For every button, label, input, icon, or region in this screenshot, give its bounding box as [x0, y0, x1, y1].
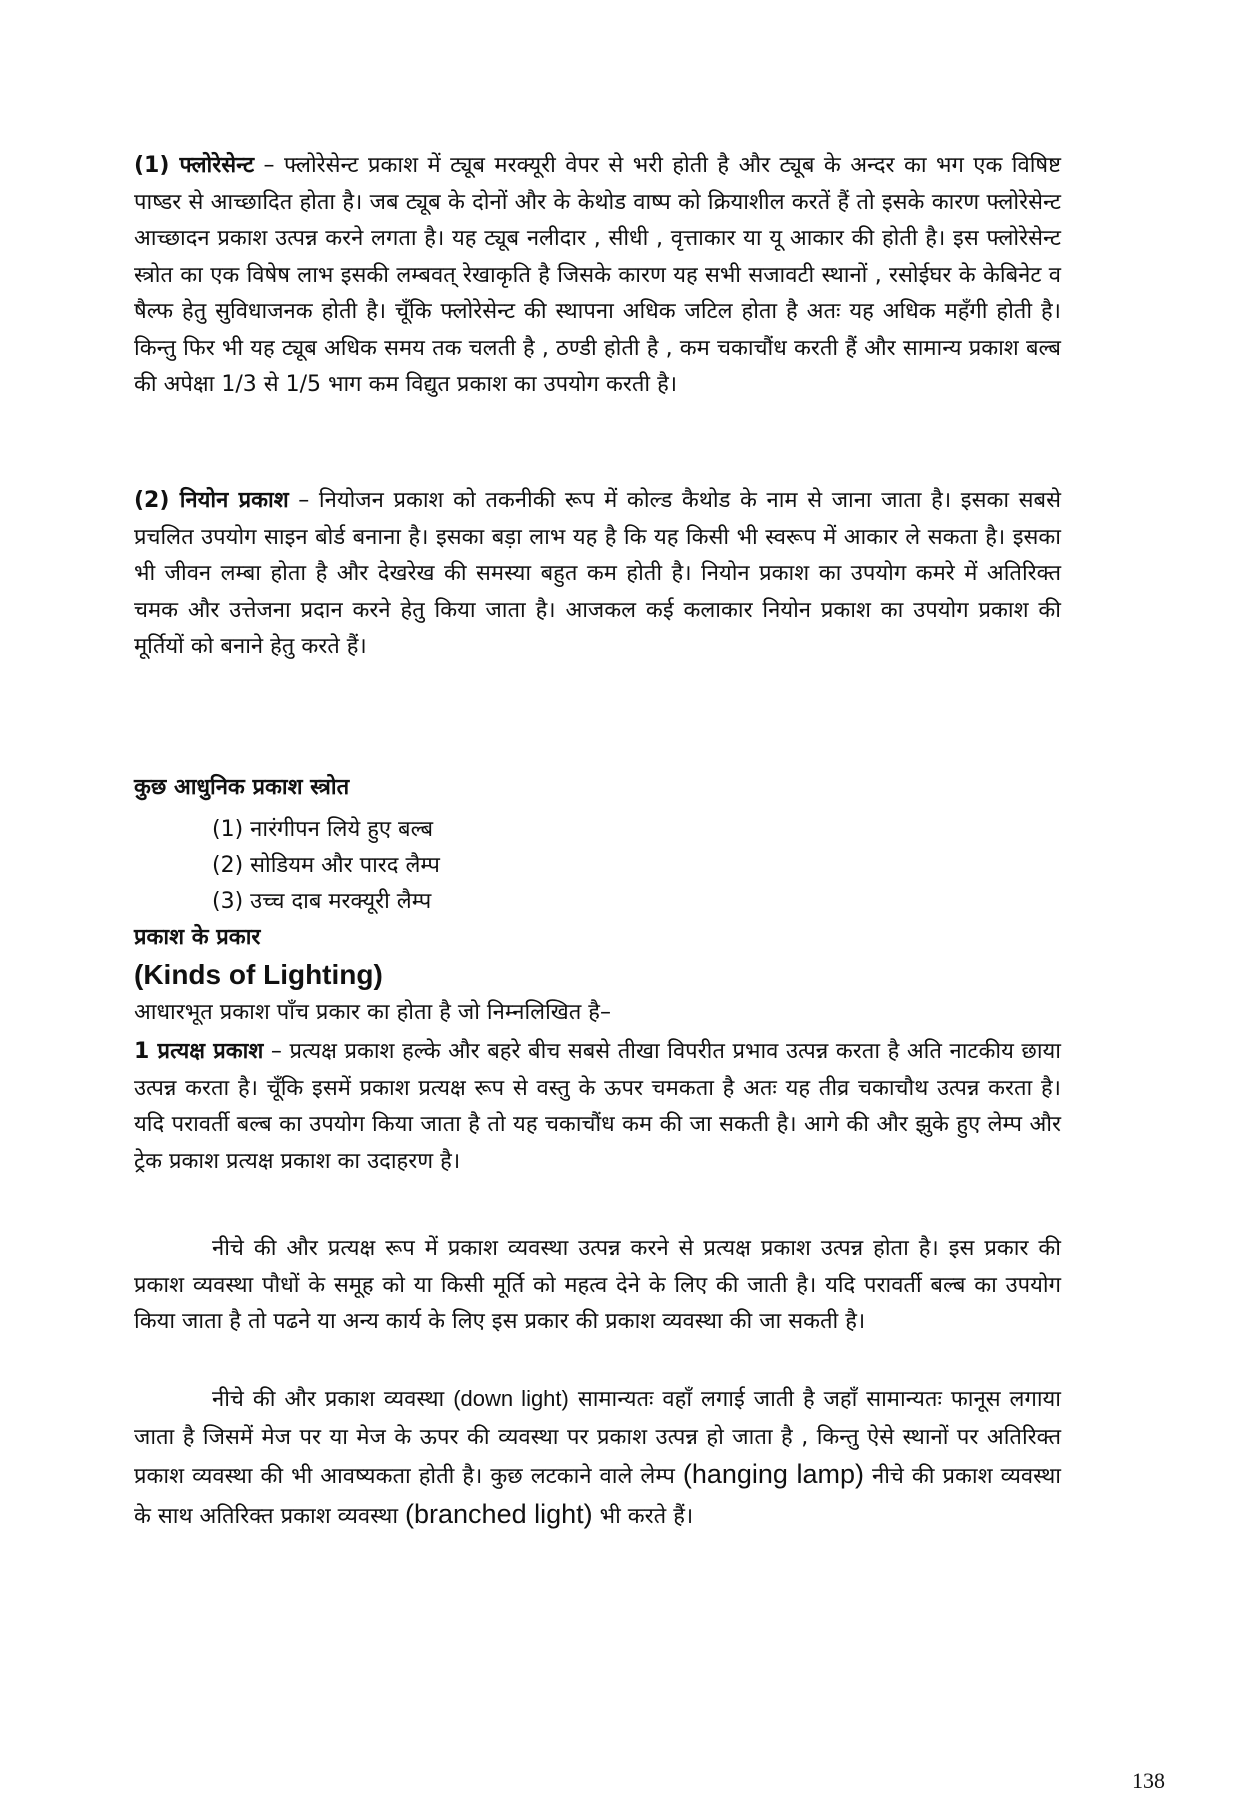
kinds-intro: आधारभूत प्रकाश पाँच प्रकार का होता है जो निम्नलिखित है–	[134, 1000, 611, 1025]
list-item: (1) नारंगीपन लिये हुए बल्ब	[212, 817, 434, 842]
neon-body: – नियोजन प्रकाश को तकनीकी रूप में कोल्ड कैथोड के नाम से जाना जाता है। इसका सबसे प्रचलित उपयोग साइन बोर्ड बनाना है। इसका बड़ा लाभ यह है कि यह किसी भी स्वरूप में आकार ले सकता है। इसका भी जीवन लम्बा होता है और देखरेख की समस्या बहुत कम होती है। नियोन प्रकाश का उपयोग कमरे में अतिरिक्त चमक और उत्तेजना प्रदान करने हेतु किया जाता है। आजकल कई कलाकार नियोन प्रकाश का उपयोग प्रकाश की मूर्तियों को बनाने हेतु करते हैं।	[134, 488, 1061, 659]
downlight-text-2: सामान्यतः वहाँ लगाई जाती है जहाँ सामान्यतः फानूस लगाया जाता है जिसमें मेज पर या मेज के ऊपर की व्यवस्था पर प्रकाश उत्पन्न हो जाता है , किन्तु ऐसे स्थानों पर अतिरिक्त प्रकाश व्यवस्था की भी आवष्यकता होती है। कुछ लटकाने वाले लेम्प	[134, 1387, 1061, 1489]
downlight-text-1: नीचे की और प्रकाश व्यवस्था	[212, 1387, 454, 1412]
downlight-paragraph	[134, 1380, 1061, 1535]
fluorescent-paragraph	[134, 148, 1061, 404]
neon-lead: (2) नियोन प्रकाश	[134, 488, 289, 513]
direct-light-body: – प्रत्यक्ष प्रकाश हल्के और बहरे बीच सबसे तीखा विपरीत प्रभाव उत्पन्न करता है अति नाटकीय छाया उत्पन्न करता है। चूँकि इसमें प्रकाश प्रत्यक्ष रूप से वस्तु के ऊपर चमकता है अतः यह तीव्र चकाचौथ उत्पन्न करता है। यदि परावर्ती बल्ब का उपयोग किया जाता है तो यह चकाचौंध कम की जा सकती है। आगे की और झुके हुए लेम्प और ट्रेक प्रकाश प्रत्यक्ष प्रकाश का उदाहरण है।	[134, 1039, 1061, 1174]
downlight-text-3: नीचे की प्रकाश व्यवस्था के साथ अतिरिक्त प्रकाश व्यवस्था	[134, 1464, 1061, 1529]
kinds-heading-english: (Kinds of Lighting)	[134, 959, 383, 990]
fluorescent-body: – फ्लोरेसेन्ट प्रकाश में ट्यूब मरक्यूरी वेपर से भरी होती है और ट्यूब के अन्दर का भग एक विषिष्ट पाष्डर से आच्छादित होता है। जब ट्यूब के दोनों और के केथोड वाष्प को क्रियाशील करतें हैं तो इसके कारण फ्लोरेसेन्ट आच्छादन प्रकाश उत्पन्न करने लगता है। यह ट्यूब नलीदार , सीधी , वृत्ताकार या यू आकार की होती है। इस फ्लोरेसेन्ट स्त्रोत का एक विषेष लाभ इसकी लम्बवत् रेखाकृति है जिसके कारण यह सभी सजावटी स्थानों , रसोईघर के केबिनेट व षैल्फ हेतु सुविधाजनक होती है। चूँकि फ्लोरेसेन्ट की स्थापना अधिक जटिल होता है अतः यह अधिक महँगी होती है। किन्तु फिर भी यह ट्यूब अधिक समय तक चलती है , ठण्डी होती है , कम चकाचौंध करती हैं और सामान्य प्रकाश बल्ब की अपेक्षा 1/3 से 1/5 भाग कम विद्युत प्रकाश का उपयोग करती है।	[134, 153, 1061, 397]
downlight-text-4: भी करते हैं।	[592, 1503, 694, 1529]
modern-sources-heading: कुछ आधुनिक प्रकाश स्त्रोत	[134, 775, 350, 800]
list-item: (2) सोडियम और पारद लैम्प	[212, 853, 440, 878]
hanging-lamp-term: (hanging lamp)	[682, 1459, 864, 1489]
neon-paragraph	[134, 483, 1061, 666]
downward-light-paragraph: नीचे की और प्रत्यक्ष रूप में प्रकाश व्यवस्था उत्पन्न करने से प्रत्यक्ष प्रकाश उत्पन्न होता है। इस प्रकार की प्रकाश व्यवस्था पौधों के समूह को या किसी मूर्ति को महत्व देने के लिए की जाती है। यदि परावर्ती बल्ब का उपयोग किया जाता है तो पढने या अन्य कार्य के लिए इस प्रकार की प्रकाश व्यवस्था की जा सकती है।	[134, 1236, 1061, 1334]
kinds-heading-hindi: प्रकाश के प्रकार	[134, 925, 261, 950]
list-item: (3) उच्च दाब मरक्यूरी लैम्प	[212, 889, 432, 914]
direct-light-lead: 1 प्रत्यक्ष प्रकाश	[134, 1039, 264, 1064]
direct-light-paragraph	[134, 1034, 1061, 1180]
document-page	[134, 148, 1165, 1793]
downlight-term: (down light)	[453, 1386, 569, 1411]
page-number: 138	[1132, 1768, 1165, 1793]
fluorescent-lead: (1) फ्लोरेसेन्ट	[134, 153, 255, 178]
branched-light-term: (branched light)	[405, 1498, 593, 1529]
modern-sources-list	[212, 812, 440, 920]
